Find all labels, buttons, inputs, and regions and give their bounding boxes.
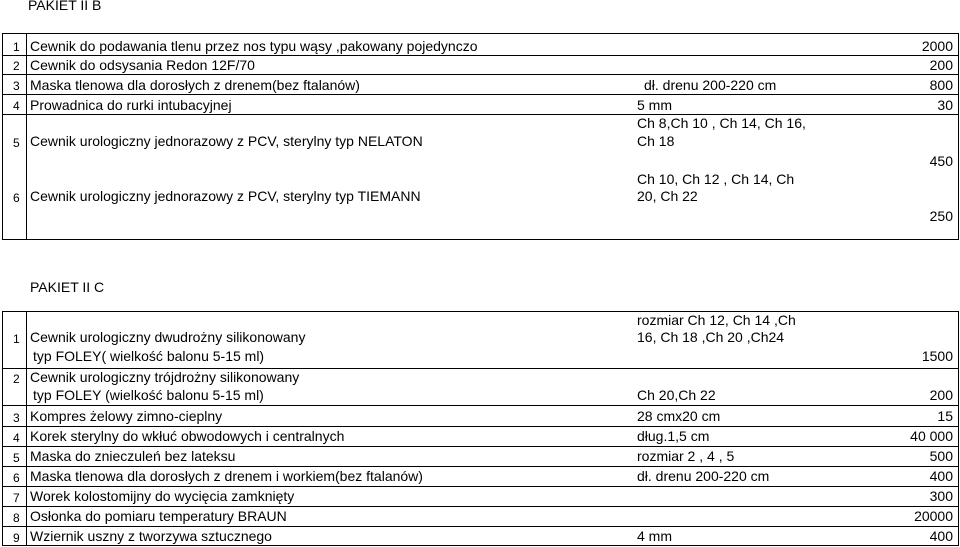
item-qty: 15 [937,408,953,424]
row-number: 5 [13,451,20,465]
item-size-line: 16, Ch 18 ,Ch 20 ,Ch24 [637,329,785,345]
divider [2,545,959,546]
row-number: 4 [13,431,20,445]
item-size: dług.1,5 cm [637,428,710,444]
divider [2,74,959,75]
row-number: 6 [13,471,20,485]
row-number: 6 [13,191,20,205]
item-size-line: Ch 10, Ch 12 , Ch 14, Ch [637,171,795,187]
item-qty: 40 000 [910,428,953,444]
item-qty: 20000 [914,508,953,524]
row-number: 3 [13,411,20,425]
item-size-line: Ch 8,Ch 10 , Ch 14, Ch 16, [637,115,806,131]
row-number: 8 [13,511,20,525]
item-qty: 500 [929,448,953,464]
divider [2,33,3,240]
row-number: 2 [13,59,20,73]
divider [2,405,959,406]
item-name: Cewnik urologiczny jednorazowy z PCV, sterylny typ NELATON [30,133,423,149]
divider [2,114,959,115]
item-name: Worek kolostomijny do wycięcia zamknięty [30,488,295,504]
item-name: Korek sterylny do wkłuć obwodowych i centralnych [30,428,345,444]
item-size-line: 20, Ch 22 [637,188,698,204]
item-size: rozmiar 2 , 4 , 5 [637,448,735,464]
divider [2,94,959,95]
item-name-line: typ FOLEY (wielkość balonu 5-15 ml) [33,387,264,403]
item-qty: 400 [929,528,953,544]
divider [2,506,959,507]
item-name: Cewnik urologiczny jednorazowy z PCV, sterylny typ TIEMANN [30,188,421,204]
item-name: Maska tlenowa dla dorosłych z drenem(bez ftalanów) [30,77,360,93]
table-b-heading: PAKIET II B [28,0,102,13]
divider [2,486,959,487]
row-number: 7 [13,491,20,505]
item-qty: 200 [929,387,953,403]
row-number: 2 [13,372,20,386]
row-number: 4 [13,99,20,113]
item-size-line: rozmiar Ch 12, Ch 14 ,Ch [637,312,796,328]
item-qty: 300 [929,488,953,504]
item-name-line: Cewnik urologiczny dwudrożny silikonowany [30,329,306,345]
divider [2,55,959,56]
item-name: Maska tlenowa dla dorosłych z drenem i workiem(bez ftalanów) [30,468,423,484]
divider [2,466,959,467]
divider [2,311,3,546]
item-name: Kompres żelowy zimno-cieplny [30,408,223,424]
row-number: 3 [13,79,20,93]
item-name-line: typ FOLEY( wielkość balonu 5-15 ml) [33,348,265,364]
item-name: Maska do znieczuleń bez lateksu [30,448,236,464]
item-qty: 450 [929,153,953,169]
item-qty: 250 [929,208,953,224]
table-c-heading: PAKIET II C [30,279,105,295]
item-name: Cewnik do podawania tlenu przez nos typu wąsy ,pakowany pojedynczo [30,38,478,54]
divider [2,526,959,527]
item-size: Ch 20,Ch 22 [637,387,716,403]
item-size: 4 mm [637,528,672,544]
divider [2,239,959,240]
item-size: 28 cmx20 cm [637,408,721,424]
divider [958,311,959,546]
item-qty: 1500 [921,348,953,364]
divider [26,33,27,240]
item-name: Osłonka do pomiaru temperatury BRAUN [30,508,287,524]
row-number: 1 [13,332,20,346]
item-qty: 30 [937,97,953,113]
item-size: dł. drenu 200-220 cm [637,468,770,484]
item-size: dł. drenu 200-220 cm [644,77,777,93]
row-number: 9 [13,531,20,545]
divider [2,426,959,427]
divider [26,311,27,546]
row-number: 1 [13,40,20,54]
divider [958,33,959,240]
divider [2,311,959,312]
item-name: Wziernik uszny z tworzywa sztucznego [30,528,272,544]
item-qty: 400 [929,468,953,484]
item-qty: 800 [929,77,953,93]
item-size: 5 mm [637,97,672,113]
item-name: Cewnik do odsysania Redon 12F/70 [30,57,255,73]
row-number: 5 [13,136,20,150]
item-qty: 2000 [921,38,953,54]
item-size-line: Ch 18 [637,133,675,149]
divider [2,446,959,447]
divider [2,33,959,34]
item-name: Prowadnica do rurki intubacyjnej [30,97,232,113]
item-qty: 200 [929,57,953,73]
item-name-line: Cewnik urologiczny trójdrożny silikonowany [30,369,300,385]
